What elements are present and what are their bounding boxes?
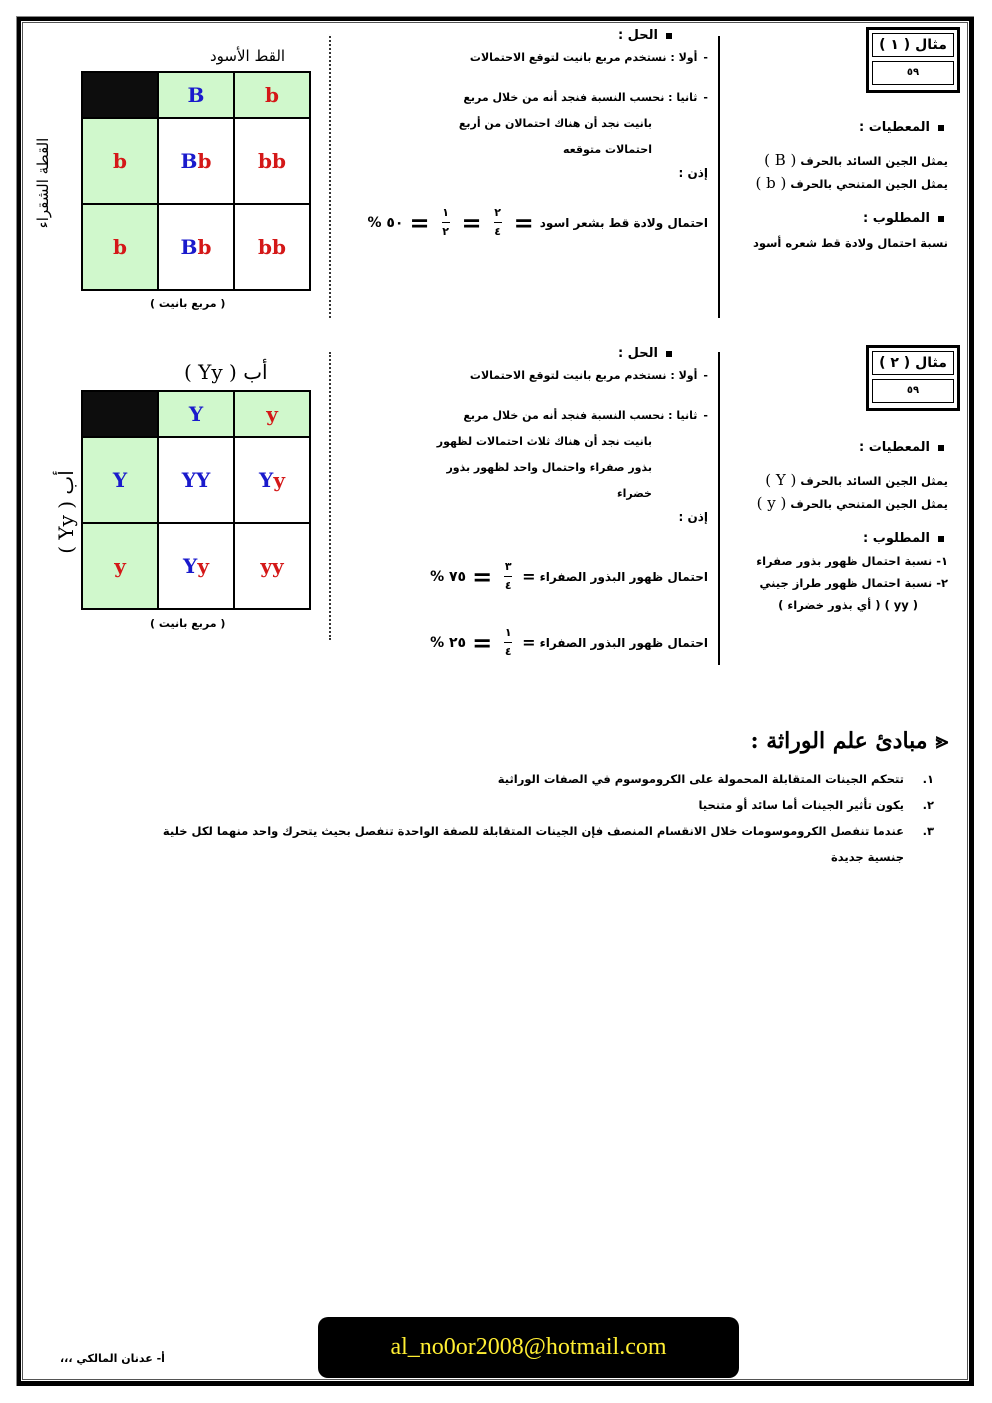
genotype-cell: Yy xyxy=(234,437,310,523)
gene-letter: ( Y ) xyxy=(765,471,797,489)
genotype-cell: yy xyxy=(234,523,310,609)
bullet-square-icon xyxy=(938,445,944,451)
example-2-equation-1: احتمال ظهور البذور الصفراء = $\frac{٣}{٤}$ = ٧٥ % xyxy=(430,560,708,592)
column-separator-dotted xyxy=(329,352,331,640)
example-1-equation: احتمال ولادة قط بشعر اسود = $\frac{٢}{٤}$ = $\frac{١}{٢}$ = ٥٠ % xyxy=(367,206,708,238)
example-2-page-number: ٥٩ xyxy=(872,379,954,403)
allele-header: b xyxy=(82,204,158,290)
fraction: $\frac{٢}{٤}$ xyxy=(494,206,502,238)
bullet-square-icon xyxy=(666,33,672,39)
fraction: $\frac{٣}{٤}$ xyxy=(504,560,512,592)
example-1-label-box xyxy=(866,27,960,93)
bullet-square-icon xyxy=(938,216,944,222)
genotype-cell: Bb xyxy=(158,204,234,290)
required-line: نسبة احتمال ولادة قط شعره أسود xyxy=(753,236,948,250)
punnett-2-top-label: أب ( Yy ) xyxy=(184,360,268,384)
gene-letter: ( B ) xyxy=(764,151,797,169)
punnett-2-caption: ( مربع بانيت ) xyxy=(150,617,226,630)
givens-heading: المعطيات : xyxy=(858,440,930,455)
required-heading: المطلوب : xyxy=(863,211,930,226)
therefore-label: إذن : xyxy=(678,510,708,524)
bullet-square-icon xyxy=(938,536,944,542)
punnett-square-2 xyxy=(81,390,311,610)
punnett-1-side-label: القطة الشقراء xyxy=(34,137,52,229)
solution-step: بذور صفراء واحتمال واحد لظهور بذور xyxy=(446,461,652,474)
corner-cell xyxy=(82,391,158,437)
allele-header: Y xyxy=(158,391,234,437)
required-line: ( yy ) ( أي بذور خضراء ) xyxy=(778,598,918,612)
equation-label: احتمال ظهور البذور الصفراء xyxy=(539,635,708,650)
email-banner: al_no0or2008@hotmail.com xyxy=(318,1317,739,1378)
principles-title-text: مبادئ علم الوراثة : xyxy=(750,728,928,754)
required-heading: المطلوب : xyxy=(863,531,930,546)
genotype-cell: YY xyxy=(158,437,234,523)
solution-heading: الحل : xyxy=(617,346,658,361)
required-line: ٢- نسبة احتمال ظهور طراز جيني xyxy=(759,576,948,590)
solution-step: احتمالات متوقعه xyxy=(562,143,652,156)
solution-step: ثانيا : نحسب النسبة فنجد أنه من خلال مربع xyxy=(463,91,698,104)
fraction: $\frac{١}{٢}$ xyxy=(442,206,449,238)
solution-step: بانيت نجد أن هناك احتمالان من أربع xyxy=(458,117,652,130)
punnett-2-side-label: أب ( Yy ) xyxy=(54,470,78,554)
solution-step: أولا : نستخدم مربع بانيت لتوقع الاحتمالات xyxy=(469,51,698,64)
solution-step: بانيت نجد أن هناك ثلاث احتمالات لظهور xyxy=(436,435,652,448)
principles-list xyxy=(54,766,934,870)
principles-title xyxy=(750,728,948,754)
column-separator-dotted xyxy=(329,36,331,318)
example-1-page-number: ٥٩ xyxy=(872,61,954,85)
given-line: يمثل الجين السائد بالحرف xyxy=(800,474,948,488)
example-1-givens xyxy=(708,120,948,254)
solution-heading: الحل : xyxy=(617,28,658,43)
allele-header: y xyxy=(234,391,310,437)
equation-result: ٥٠ % xyxy=(367,214,404,231)
givens-heading: المعطيات : xyxy=(858,120,930,135)
equation-label: احتمال ظهور البذور الصفراء xyxy=(539,569,708,584)
given-line: يمثل الجين المتنحي بالحرف xyxy=(790,497,948,511)
punnett-1-caption: ( مربع بانيت ) xyxy=(150,297,226,310)
example-1-solution: الحل : -أولا : نستخدم مربع بانيت لتوقع الاحتمالات -ثانيا : نحسب النسبة فنجد أنه من خلال مربع بانيت نجد أن هناك احتمالان من أربع احتمالات متوقعه إذن : xyxy=(348,28,708,183)
example-2-equation-2: احتمال ظهور البذور الصفراء = $\frac{١}{٤}$ = ٢٥ % xyxy=(430,626,708,658)
list-item: جنسية جديدة xyxy=(830,850,904,864)
allele-header: b xyxy=(234,72,310,118)
punnett-1-top-label: القط الأسود xyxy=(210,47,286,65)
list-item: ١. تتحكم الجينات المتقابلة المحمولة على الكروموسوم في الصفات الوراثية xyxy=(497,772,934,786)
equation-label: احتمال ولادة قط بشعر اسود xyxy=(539,215,708,230)
example-2-givens xyxy=(708,440,948,616)
arrow-left-bullet-icon: ⪡ xyxy=(935,728,948,754)
genotype-cell: Yy xyxy=(158,523,234,609)
list-item: ٢. يكون تأثير الجينات أما سائد أو متنحيا xyxy=(698,798,934,812)
gene-letter: ( b ) xyxy=(755,174,787,192)
allele-header: Y xyxy=(82,437,158,523)
therefore-label: إذن : xyxy=(678,166,708,180)
allele-header: y xyxy=(82,523,158,609)
corner-cell xyxy=(82,72,158,118)
genotype-cell: bb xyxy=(234,204,310,290)
solution-step: خضراء xyxy=(616,487,652,500)
punnett-square-1 xyxy=(81,71,311,291)
given-line: يمثل الجين المتنحي بالحرف xyxy=(790,177,948,191)
example-2-label-box xyxy=(866,345,960,411)
required-line: ١- نسبة احتمال ظهور بذور صفراء xyxy=(756,554,948,568)
genotype-cell: Bb xyxy=(158,118,234,204)
equation-result: ٢٥ % xyxy=(430,634,467,651)
fraction: $\frac{١}{٤}$ xyxy=(504,626,512,658)
equation-result: ٧٥ % xyxy=(430,568,467,585)
genotype-cell: bb xyxy=(234,118,310,204)
example-2-title: مثال ( ٢ ) xyxy=(872,351,954,375)
given-line: يمثل الجين السائد بالحرف xyxy=(800,154,948,168)
solution-step: أولا : نستخدم مربع بانيت لتوقع الاحتمالات xyxy=(469,369,698,382)
example-2-solution: الحل : -أولا : نستخدم مربع بانيت لتوقع الاحتمالات -ثانيا : نحسب النسبة فنجد أنه من خلال مربع بانيت نجد أن هناك ثلاث احتمالات لظهور بذور صفراء واحتمال واحد لظهور بذور خضراء إذن : xyxy=(348,346,708,527)
bullet-square-icon xyxy=(938,125,944,131)
gene-letter: ( y ) xyxy=(756,494,787,512)
allele-header: b xyxy=(82,118,158,204)
example-1-title: مثال ( ١ ) xyxy=(872,33,954,57)
allele-header: B xyxy=(158,72,234,118)
list-item: ٣. عندما تنفصل الكروموسومات خلال الانقسام المنصف فإن الجينات المتقابلة للصفة الواحدة تنفصل بحيث يتحرك واحد منهما لكل خلية xyxy=(162,824,934,838)
bullet-square-icon xyxy=(666,351,672,357)
author-signature: أ- عدنان المالكي ،،، xyxy=(60,1352,165,1365)
solution-step: ثانيا : نحسب النسبة فنجد أنه من خلال مربع xyxy=(463,409,698,422)
